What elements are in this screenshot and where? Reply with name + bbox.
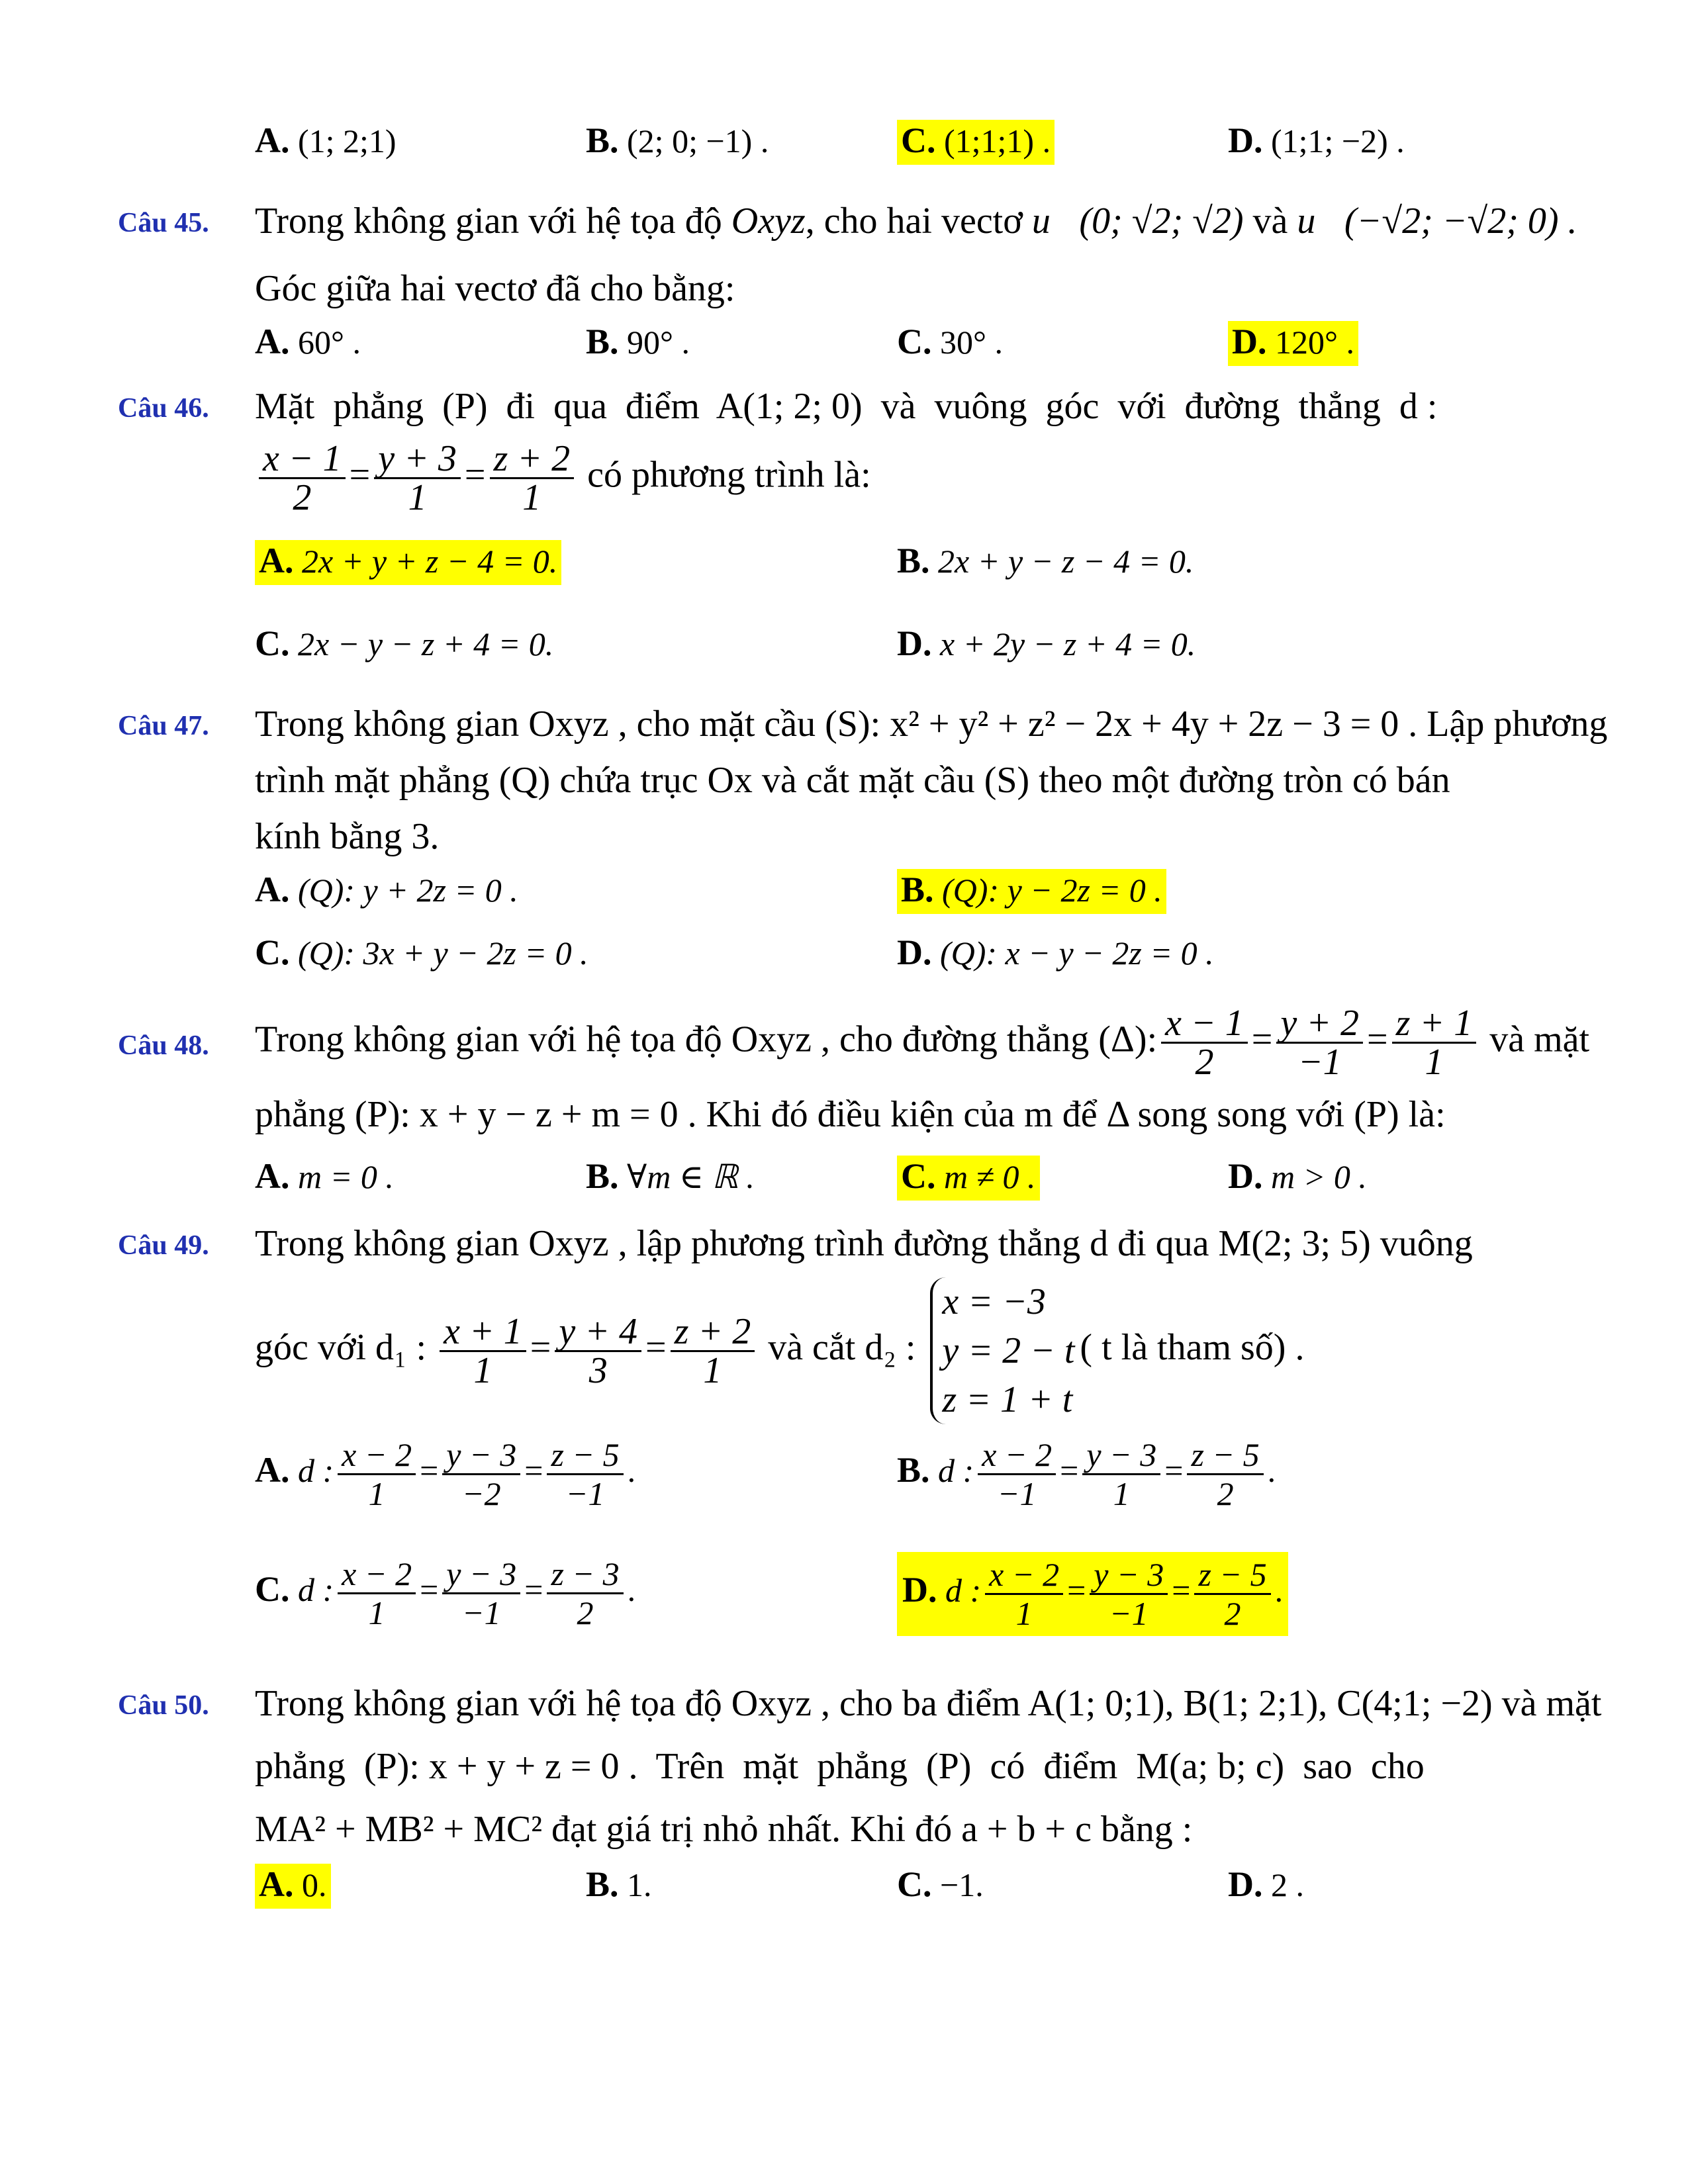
q46-option-d[interactable]: D. x + 2y − z + 4 = 0. bbox=[897, 623, 1196, 663]
q50-option-d[interactable]: D. 2 . bbox=[1228, 1864, 1304, 1904]
q47-option-a[interactable]: A. (Q): y + 2z = 0 . bbox=[255, 870, 518, 909]
q47-number: Câu 47. bbox=[118, 711, 209, 741]
q49-option-b[interactable]: B. d : $\frac{x - 2}{-1}$ = $\frac{y - 3}{1}$ = $\frac{z - 5}{2}$ . bbox=[897, 1436, 1276, 1512]
q48-option-b[interactable]: B. ∀m ∈ ℝ . bbox=[586, 1156, 755, 1196]
q48-fraction-1: $\frac{x - 1}{2}$ bbox=[1161, 1005, 1248, 1081]
q46-option-b[interactable]: B. 2x + y − z − 4 = 0. bbox=[897, 541, 1194, 580]
q50-line3: MA² + MB² + MC² đạt giá trị nhỏ nhất. Khi đó a + b + c bằng : bbox=[255, 1809, 1193, 1850]
q49-d1-fraction-3: $\frac{z + 2}{1}$ bbox=[671, 1313, 755, 1389]
q47-line2: trình mặt phẳng (Q) chứa trục Ox và cắt mặt cầu (S) theo một đường tròn có bán bbox=[255, 760, 1450, 801]
q49-d2-system: x = −3 y = 2 − t z = 1 + t bbox=[930, 1277, 1074, 1424]
q49-d1-fraction-2: $\frac{y + 4}{3}$ bbox=[555, 1313, 641, 1389]
q50-line2: phẳng (P): x + y + z = 0 . Trên mặt phẳng (P) có điểm M(a; b; c) sao cho bbox=[255, 1746, 1425, 1787]
q47-line1: Trong không gian Oxyz , cho mặt cầu (S): x² + y² + z² − 2x + 4y + 2z − 3 = 0 . Lập phương bbox=[255, 704, 1608, 745]
q49-option-d[interactable]: D. d : $\frac{x - 2}{1}$ = $\frac{y - 3}{-1}$ = $\frac{z - 5}{2}$ . bbox=[897, 1552, 1288, 1636]
q49-option-c[interactable]: C. d : $\frac{x - 2}{1}$ = $\frac{y - 3}{-1}$ = $\frac{z - 3}{2}$ . bbox=[255, 1555, 636, 1631]
q46-fraction-2: $\frac{y + 3}{1}$ bbox=[374, 440, 461, 516]
q46-fraction-1: $\frac{x - 1}{2}$ bbox=[259, 440, 346, 516]
q48-option-a[interactable]: A. m = 0 . bbox=[255, 1156, 394, 1196]
q47-line3: kính bằng 3. bbox=[255, 816, 440, 857]
q47-option-d[interactable]: D. (Q): x − y − 2z = 0 . bbox=[897, 933, 1214, 972]
q47-option-b[interactable]: B. (Q): y − 2z = 0 . bbox=[897, 868, 1166, 911]
q45-line1: Trong không gian với hệ tọa độ Oxyz, cho hai vectơ u⃗(0; √2; √2) và u⃗(−√2; −√2; 0) . bbox=[255, 201, 1577, 242]
q48-option-d[interactable]: D. m > 0 . bbox=[1228, 1156, 1367, 1196]
q48-option-c[interactable]: C. m ≠ 0 . bbox=[897, 1155, 1040, 1198]
q49-line1: Trong không gian Oxyz , lập phương trình đường thẳng d đi qua M(2; 3; 5) vuông bbox=[255, 1223, 1473, 1264]
q46-option-a[interactable]: A. 2x + y + z − 4 = 0. bbox=[255, 539, 561, 582]
q45-option-b[interactable]: B. 90° . bbox=[586, 322, 690, 361]
q44-option-b[interactable]: B. (2; 0; −1) . bbox=[586, 120, 769, 160]
q49-line2: góc với d₁ : $\frac{x + 1}{1}$ = $\frac{y + 4}{3}$ = $\frac{z + 2}{1}$ và cắt d₂ : x = −3 y = 2 − t z = 1 + t ( t là tham số) . bbox=[255, 1277, 1304, 1424]
q46-line1: Mặt phẳng (P) đi qua điểm A(1; 2; 0) và vuông góc với đường thẳng d : bbox=[255, 386, 1438, 427]
q48-fraction-2: $\frac{y + 2}{-1}$ bbox=[1276, 1005, 1363, 1081]
q44-option-d[interactable]: D. (1;1; −2) . bbox=[1228, 120, 1405, 160]
q45-option-a[interactable]: A. 60° . bbox=[255, 322, 361, 361]
q46-number: Câu 46. bbox=[118, 393, 209, 424]
q47-option-c[interactable]: C. (Q): 3x + y − 2z = 0 . bbox=[255, 933, 588, 972]
q46-option-c[interactable]: C. 2x − y − z + 4 = 0. bbox=[255, 623, 554, 663]
q50-option-b[interactable]: B. 1. bbox=[586, 1864, 652, 1904]
q49-option-a[interactable]: A. d : $\frac{x - 2}{1}$ = $\frac{y - 3}{-2}$ = $\frac{z - 5}{-1}$ . bbox=[255, 1436, 636, 1512]
q44-option-c[interactable]: C. (1;1;1) . bbox=[897, 119, 1055, 162]
q45-option-c[interactable]: C. 30° . bbox=[897, 322, 1003, 361]
q50-option-a[interactable]: A. 0. bbox=[255, 1863, 331, 1906]
q48-line2: phẳng (P): x + y − z + m = 0 . Khi đó điều kiện của m để Δ song song với (P) là: bbox=[255, 1094, 1446, 1135]
q49-number: Câu 49. bbox=[118, 1230, 209, 1261]
q50-option-c[interactable]: C. −1. bbox=[897, 1864, 984, 1904]
q45-line2: Góc giữa hai vectơ đã cho bằng: bbox=[255, 268, 735, 309]
q44-option-a[interactable]: A. (1; 2;1) bbox=[255, 120, 397, 160]
q48-fraction-3: $\frac{z + 1}{1}$ bbox=[1392, 1005, 1477, 1081]
q45-option-d[interactable]: D. 120° . bbox=[1228, 320, 1358, 363]
q48-line1: Trong không gian với hệ tọa độ Oxyz , cho đường thẳng (Δ): $\frac{x - 1}{2}$ = $\frac{y + 2}{-1}$ = $\frac{z + 1}{1}$ và mặt bbox=[255, 1003, 1590, 1083]
q46-line2: $\frac{x - 1}{2}$ = $\frac{y + 3}{1}$ = $\frac{z + 2}{1}$ có phương trình là: bbox=[255, 440, 871, 516]
q50-number: Câu 50. bbox=[118, 1690, 209, 1721]
q50-line1: Trong không gian với hệ tọa độ Oxyz , cho ba điểm A(1; 0;1), B(1; 2;1), C(4;1; −2) và mặt bbox=[255, 1683, 1602, 1724]
q45-number: Câu 45. bbox=[118, 208, 209, 238]
q46-fraction-3: $\frac{z + 2}{1}$ bbox=[490, 440, 575, 516]
q48-number: Câu 48. bbox=[118, 1030, 209, 1061]
q49-d1-fraction-1: $\frac{x + 1}{1}$ bbox=[440, 1313, 526, 1389]
